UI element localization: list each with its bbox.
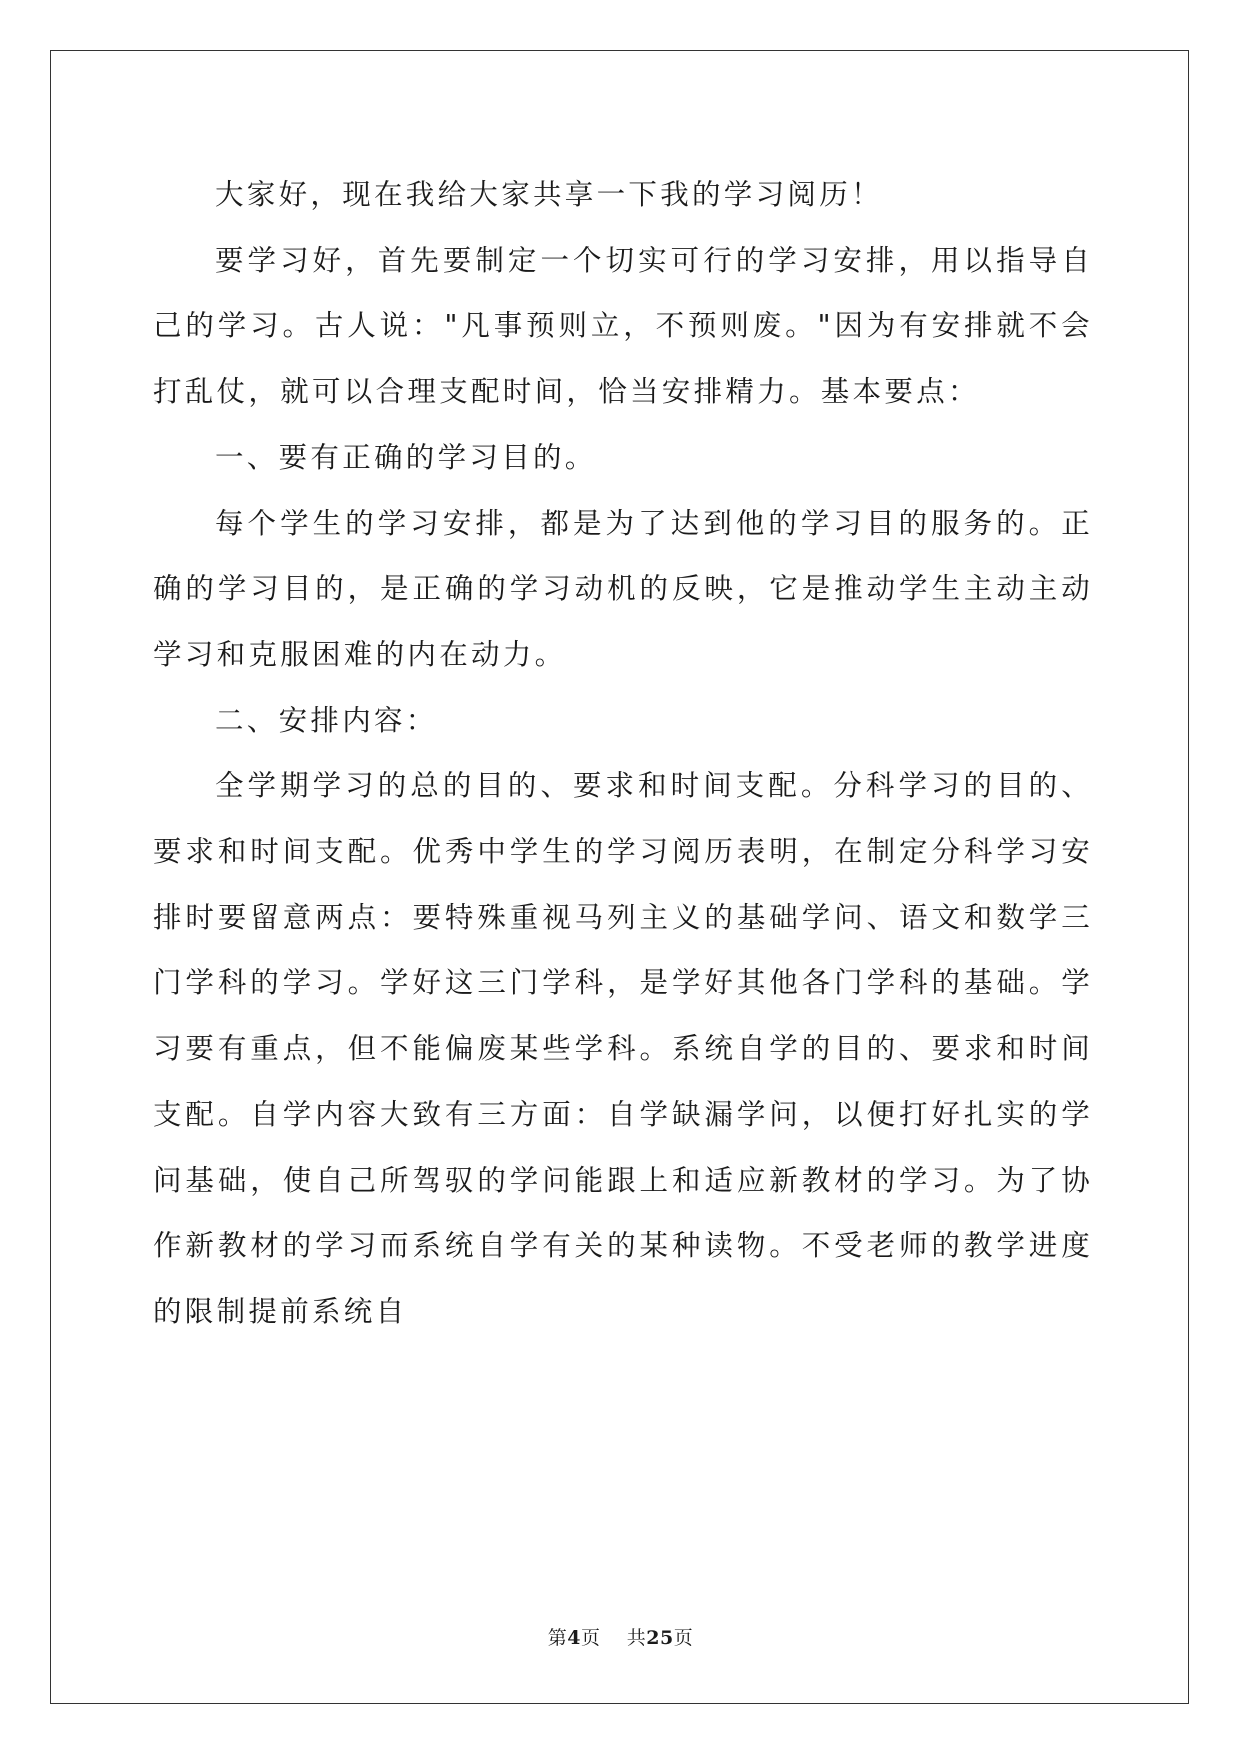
footer-total-suffix: 页 [673,1627,694,1649]
footer-page-prefix: 第 [547,1627,568,1649]
paragraph-greeting: 大家好，现在我给大家共享一下我的学习阅历！ [215,178,883,211]
document-body [153,162,1093,1345]
footer-page-suffix: 页 [581,1627,601,1649]
paragraph-goal-detail: 每个学生的学习安排，都是为了达到他的学习目的服务的。正确的学习目的，是正确的学习动机的反映，它是推动学生主动主动学习和克服困难的内在动力。 [153,506,1093,671]
paragraph-plan-intro: 要学习好，首先要制定一个切实可行的学习安排，用以指导自己的学习。古人说："凡事预则立，不预则废。"因为有安排就不会打乱仗，就可以合理支配时间，恰当安排精力。基本要点： [153,243,1093,409]
footer-total-pages: 25 [646,1627,674,1649]
footer-page-number: 4 [567,1627,582,1649]
page-footer [0,1623,1241,1650]
paragraph-heading-content: 二、安排内容： [215,703,438,737]
footer-total-prefix: 共 [626,1627,647,1649]
paragraph-content-detail: 全学期学习的总的目的、要求和时间支配。分科学习的目的、要求和时间支配。优秀中学生的学习阅历表明，在制定分科学习安排时要留意两点：要特殊重视马列主义的基础学问、语文和数学三门学科的学习。学好这三门学科，是学好其他各门学科的基础。学习要有重点，但不能偏废某些学科。系统自学的目的、要求和时间支配。自学内容大致有三方面：自学缺漏学问，以便打好扎实的学问基础，使自己所驾驭的学问能跟上和适应新教材的学习。为了协作新教材的学习而系统自学有关的某种读物。不受老师的教学进度的限制提前系统自 [153,769,1093,1328]
paragraph-heading-goal: 一、要有正确的学习目的。 [215,440,597,474]
